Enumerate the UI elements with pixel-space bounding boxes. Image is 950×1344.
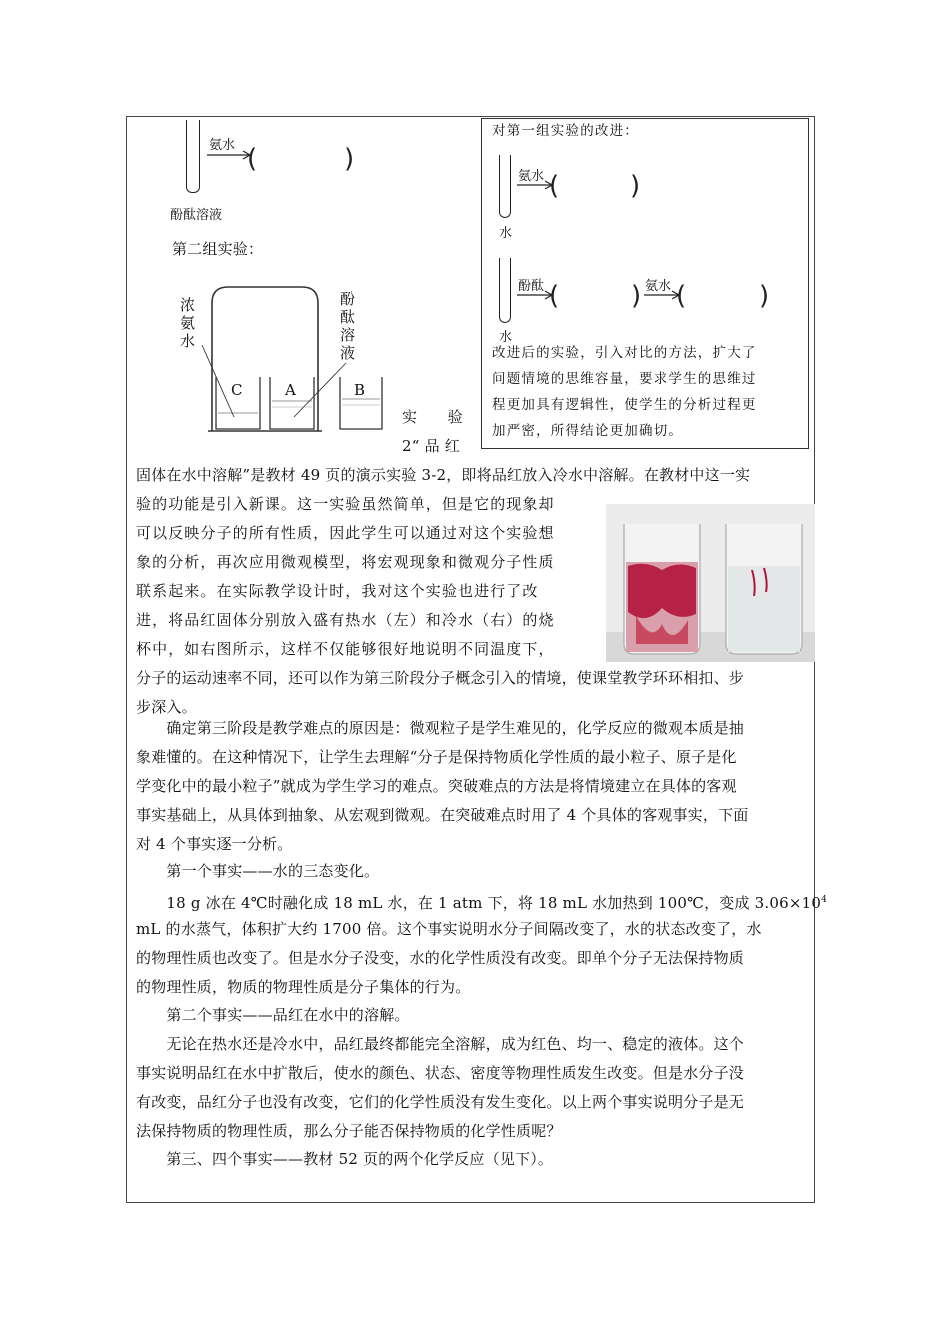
fact2-body [136,1030,812,1146]
blank-close-paren: ) [630,171,641,201]
blank-close-paren: ) [759,281,770,311]
ammonia-label: 氨水 [209,138,236,153]
phenol-label: 酚酞溶液 [170,208,223,223]
text-line: 无论在热水还是冷水中，品红最终都能完全溶解，成为红色、均一、稳定的液体。这个 [136,1035,745,1053]
text-line: 确定第三阶段是教学难点的原因是：微观粒子是学生难见的，化学反应的微观本质是抽 [136,719,745,737]
text-line: 的物理性质也改变了。但是水分子没变，水的化学性质没有改变。即单个分子无法保持物质 [136,949,745,967]
fact1-title: 第一个事实——水的三态变化。 [136,862,380,880]
text-line: 验的功能是引入新课。这一实验虽然简单，但是它的现象却 [136,495,555,513]
text-line: 事实基础上，从具体到抽象、从宏观到微观。在突破难点时用了 4 个具体的客观事实，下面 [136,806,749,824]
text-line: 的物理性质，物质的物理性质是分子集体的行为。 [136,978,471,996]
water-label: 水 [499,226,513,241]
text-line: 对 4 个事实逐一分析。 [136,835,293,853]
beakers-photo [606,504,815,662]
test-tube [499,155,511,218]
beaker-label-b: B [354,381,366,399]
text-line: mL 的水蒸气，体积扩大约 1700 倍。这个事实说明水分子间隔改变了，水的状态改变了，水 [136,920,762,938]
text-line: 象难懂的。在这种情况下，让学生去理解“分子是保持物质化学性质的最小粒子、原子是化 [136,748,737,766]
water-label: 水 [499,330,513,345]
improvement-text-line: 程更加具有逻辑性，使学生的分析过程更 [492,397,757,413]
text-line: 杯中，如右图所示，这样不仅能够很好地说明不同温度下， [136,640,555,658]
hot-cold-water-beakers-image [606,504,815,662]
text-line: 象的分析，再次应用微观模型，将宏观现象和微观分子性质 [136,553,555,571]
improvement-title: 对第一组实验的改进： [492,123,639,139]
side-text-line2: 2“ 品 红 [402,437,460,455]
para1-first-line: 固体在水中溶解”是教材 49 页的演示实验 3-2，即将品红放入冷水中溶解。在教材中这一实 [136,466,751,484]
text-line: 分子的运动速率不同，还可以作为第三阶段分子概念引入的情境，使课堂教学环环相扣、步 [136,669,745,687]
arrow-icon [205,150,253,160]
text-line: 有改变，品红分子也没有改变，它们的化学性质没有发生变化。以上两个事实说明分子是无 [136,1093,745,1111]
fact1-body [136,915,812,1002]
ammonia-label: 氨水 [518,169,545,184]
text-line: 学变化中的最小粒子”就成为学生学习的难点。突破难点的方法是将情境建立在具体的客观 [136,777,737,795]
improvement-text-line: 加严密，所得结论更加确切。 [492,423,684,439]
improvement-text-line: 问题情境的思维容量，要求学生的思维过 [492,371,757,387]
text-line: 法保持物质的物理性质，那么分子能否保持物质的化学性质呢？ [136,1122,562,1140]
ammonia-label: 氨水 [645,279,672,294]
fact2-title: 第二个事实——品红在水中的溶解。 [136,1006,410,1024]
beaker-label-a: A [285,381,296,399]
group2-heading: 第二组实验： [172,240,264,258]
fact1-line1-text: 18 g 冰在 4℃时融化成 18 mL 水，在 1 atm 下，将 18 mL 水加热到 100℃，变成 3.06×10 [136,894,822,912]
improvement-text [492,340,806,444]
blank-close-paren: ) [631,281,642,311]
beaker-label-c: C [231,381,243,399]
improvement-text-line: 改进后的实验，引入对比的方法，扩大了 [492,345,757,361]
text-line: 事实说明品红在水中扩散后，使水的颜色、状态、密度等物理性质发生改变。但是水分子没 [136,1064,745,1082]
side-text-line1: 实 验 [402,408,463,426]
text-line: 联系起来。在实际教学设计时，我对这个实验也进行了改 [136,582,539,600]
text-line: 步深入。 [136,698,197,716]
para2 [136,714,812,859]
blank-close-paren: ) [344,144,355,174]
test-tube [186,120,200,193]
concentrated-ammonia-label: 浓氨水 [180,296,196,350]
fact34-title: 第三、四个事实——教材 52 页的两个化学反应（见下）。 [136,1150,554,1168]
text-line: 可以反映分子的所有性质，因此学生可以通过对这个实验想 [136,524,555,542]
exponent: 4 [821,895,828,905]
blank-open-paren: ( [676,281,687,311]
blank-open-paren: ( [247,144,258,174]
text-line: 进，将品红固体分别放入盛有热水（左）和冷水（右）的烧 [136,611,555,629]
blank-open-paren: ( [549,281,560,311]
blank-open-paren: ( [549,171,560,201]
phenol-solution-label: 酚酞溶液 [340,290,356,362]
fact1-line1 [136,886,828,918]
phenol-label: 酚酞 [518,279,545,294]
test-tube [499,258,511,323]
para1-wrapped [136,490,601,664]
